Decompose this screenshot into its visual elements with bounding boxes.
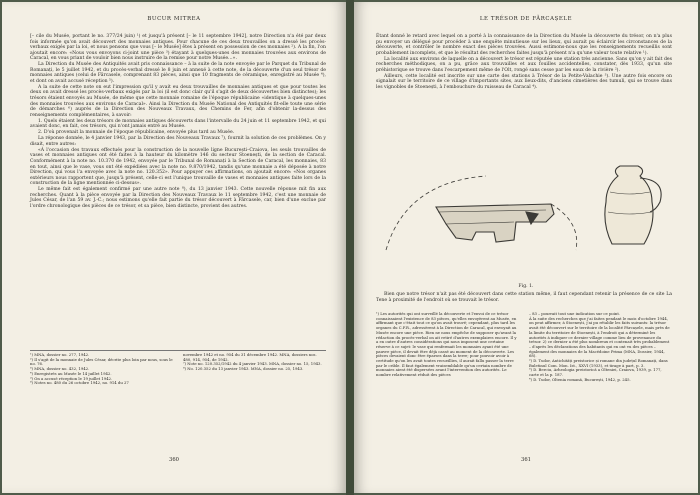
footnote: À la suite des recherches que j'ai faites pendant le mois d'octobre 1944, on peut affirmer, à Stoenești, j'ai pu rétablir les faits suivants: la trésor avait été découvert sur le territoire de la localité Fărcașele, mais près de la limite du territoire de Stoenești, à l'endroit qui a déterminé les autorités à indiquer ce dernier village comme lieu de provenance du trésor. 2) ce dernier a été plus nombreux et contenait très probablement – d'après les déclarations des habitants qui en ont vu des pièces – également des monnaies de la Macédoine Prima (MNA, Dossier, 1944, 68). xyxy=(529,315,670,359)
footnote: ³) MNA, dossier no. 432, 1942. xyxy=(30,366,90,372)
paragraph: Ailleurs, cette localité est inscrite sur une carte des stations à Trésor de la Petite-Valachie ³). Une autre fois encore on signalait sur le territoire de ce village d'importants sites, aux lieux-dits, d'anciens cimetières des tumuli, qui se trouve dans les vignobles de Stoenești, à l'embouchure du ruisseau de Caracal ⁴). xyxy=(376,73,672,90)
footnote: ⁶) Notes no. 480 du 26 octobre 1942, no. 914 du 27 xyxy=(30,380,129,386)
right-running-head: LE TRÉSOR DE FĂRCAȘELE xyxy=(479,16,573,22)
footnote-column-right xyxy=(183,353,326,386)
paragraph: «À l'occasion des travaux effectués pour la construction de la nouvelle ligne București–Craiova, les seuls trouvailles de vases et monnaies antiques ont été faites à la hauteur du kilomètre 146 du secteur Stoenești, de la section de Caracal. Conformément à la note no. 10.370 de 1942, envoyée par le Tribunal de Romanați à la Section de Caracal, les monnaies, 83 en tout, ainsi que le vase, vous ont été expédiées avec la note no. 9.870/1942, tandis qu'une monnaie a été déposée à notre Direction, qui vous l'a envoyée avec la note no. 120.352». Pour appuyer ces affirmations, on ajoutait encore: «Nos organes extérieurs nous rapportent que, jusqu'à présent, celle-ci est l'unique trouvaille de vases et monnaies antiques faite lors de la construction de la ligne mentionnée ci-dessus». xyxy=(30,147,326,187)
left-footnotes xyxy=(30,350,326,386)
paragraph: La localité aux environs de laquelle on a découvert le trésor est réputée une station très ancienne. Sans qu'on y ait fait des recherches méthodiques, on a pu, grâce aux trouvailles et aux fouilles accidentelles, constater, dès 1933, qu'un site préhistorique se trouve dans l'escarpement même de l'Olt, rongé sans cesse par les eaux de la rivière ²). xyxy=(376,56,672,73)
footnote: ⁴) Enregistrés au Musée le 14 juillet 1942. xyxy=(30,370,112,376)
book-gutter xyxy=(346,0,354,495)
footnote: ¹) Les autorités qui ont surveillé la découverte et l'envoi de ce trésor connaissaient l'existence de 83 pièces, qu'elles envoyèrent au Musée, en affirmant que c'était tout ce qu'on avait trouvé; cependant, plus tard les organes du C.F.R., adressèrent à la Direction de Caracal, qui envoyait au Musée encore une pièce. Rien ne nous empêche de supposer qu'avant la rédaction du procès-verbal on ait retiré d'autres exemplaires encore. Il y a en outre d'autres considérations qui nous imposent une certaine réserve à ce sujet: le vase qui renfermait les monnaies ayant été une pauvre pièce, il devait être déjà cassé au moment de la découverte. Les pièces devaient donc être éparses dans la terre; pour pouvoir avoir à certitude qu'on les avait toutes recueillies, il aurait fallu passer la terre par le crible. Il faut également vraisemblable qu'un certain nombre de monnaies aient été dispersées avant l'intervention des autorités. Le nombre relativement réduit des pièces xyxy=(376,311,517,378)
footnote: ¹) MNA, dossier no. 277, 1942. xyxy=(30,352,90,357)
footnote: ²) Il s'agit de la monnaie de Jules César, décrite plus loin par nous, sous le no. 76. xyxy=(30,356,173,367)
paragraph: [– cile du Musée, portant le no. 377/24 juin) ¹) et jusqu'à présent [– le 11 septembre 1942], notre Direction n'a été par deux fois informée qu'on avait découvert des monnaies antiques. Pour chacune de ces deux trouvailles on a dressé les procès-verbaux exigés par la loi, et nous pensons que vous [– le Musée] êtes à présent en possession de ces monnaies ²). A la fin, l'on ajoutait encore: «Nous vous envoyons ci-joint une pièce ³) étayant à quelques-unes des monnaies trouvées aux environs de Caracal, en vous priant de vouloir bien nous instruire de la remise pour notre Musée…». xyxy=(30,34,326,62)
paragraph: A la suite de cette note on eut l'impression qu'il y avait eu deux trouvailles de monnaies antiques et que pour toutes les deux on avait dressé les procès-verbaux exigés par la loi (il est donc clair qu'il s'agit de deux découvertes bien distinctes); les trésors étaient envoyés au Musée, de même que cette monnaie romaine de l'époque républicaine «identique à quelques-unes des monnaies trouvées aux environs de Caracal». Ainsi la Direction du Musée National des Antiquités fit-elle toute une série de démarches ⁶) auprès de la Direction des Nouveaux Travaux, des Chemins de Fer, afin d'obtenir la-dessus des renseignements complémentaires, à savoir: xyxy=(30,84,326,118)
figure-caption: Fig. 1. xyxy=(518,284,534,289)
footnote: ³) D. Berciu, Arheologia preistorică a Olteniei, Craiova, 1939, p. 177, carte et la p. 187. xyxy=(529,367,662,378)
right-page-number: 361 xyxy=(521,457,531,463)
footnote: ⁸) No. 120.352 du 13 janvier 1943. MNA, dossier no. 25, 1943. xyxy=(183,366,304,372)
paragraph: Bien que notre trésor n'ait pas été découvert dans cette station même, il faut cependant retenir la présence de ce site La Tene à proximité de l'endroit où se trouvait le trésor. xyxy=(376,292,672,303)
paragraph: La Direction du Musée des Antiquités avait pris connaissance – à la suite de la note envoyée par le Parquet du Tribunal de Romanați, le 5 juillet 1942, et du procès-verbal dressé le 8 juin et annexé à cette note, de la découverte d'un seul trésor de monnaies antiques (celui de Fărcasele, comprenant 83 pièces, ainsi que 10 fragments de céramique, enregistré au Musée ⁴), et dont on avait accusé réception ⁵). xyxy=(30,62,326,84)
vase-fragment-drawing xyxy=(386,176,577,250)
footnote-column-left xyxy=(376,312,519,383)
jug-drawing xyxy=(605,166,661,244)
right-page xyxy=(354,2,698,493)
left-page-number: 360 xyxy=(169,457,179,463)
right-body-text-after-figure xyxy=(376,292,672,304)
footnote: ⁵) On a accusé réception le 19 juillet 1942. xyxy=(30,375,113,381)
right-footnotes xyxy=(376,312,672,383)
footnote-column-right xyxy=(529,312,672,383)
footnote: ⁷) Note no. 120.352/1942 du 4 janvier 1943. MNA, dossier no. 15, 1943. xyxy=(183,361,322,367)
paragraph: 2. D'où provenait la monnaie de l'époque républicaine, envoyée plus tard au Musée. xyxy=(38,130,235,136)
paragraph: La réponse donnée, le 4 janvier 1943, par la Direction des Nouveaux Travaux ⁷), fournit la solution de ces problèmes. On y disait, entre autres: xyxy=(30,136,326,147)
left-body-text xyxy=(30,34,326,210)
paragraph: Le même fait est également confirmé par une autre note ⁸), du 13 janvier 1943. Cette nouvelle réponse mit fin aux recherches. Quant à la pièce envoyée par la Direction des Nouveaux Travaux le 11 septembre 1942, c'est une monnaie de Jules César, de l'an 59 av. J.-C.; nous estimons qu'elle fait partie du trésor découvert à Fărcasele, car, bien d'une exclue par l'ordre chronologique des pièces de ce trésor, et sa pièce, bien distincte, provient des autres. xyxy=(30,187,326,209)
footnote: novembre 1942 et no. 954 du 31 décembre 1942. MNA, dossiers nos. 480, 914, 954, de 1942. xyxy=(183,352,317,362)
footnote: ²) D. Tudor, Antichități preistorice și romane din județul Romanați, dans Buletinul Com. Mon. Ist., XXVI (1933), et tirage à part, p. 3. xyxy=(529,358,668,368)
left-running-head: BUCUR MITREA xyxy=(147,16,201,22)
left-page xyxy=(2,2,346,493)
paragraph: 1. Quels étaient les deux trésors de monnaies antiques découverts dans l'intervalle du 24 juin et 11 septembre 1942, et qui avaient donc, en fait, ces trésors, qui n'ont jamais entré au Musée. xyxy=(30,118,326,130)
footnote: – 83 – pourrait tout une indication sur ce point. xyxy=(529,311,621,316)
right-body-text xyxy=(376,34,672,91)
footnote: ⁴) D. Tudor, Oltenia romană, București, 1942, p. 245. xyxy=(529,376,631,382)
vase-drawing-figure xyxy=(376,162,676,257)
footnote-column-left xyxy=(30,353,173,386)
paragraph: Étant donné le retard avec lequel on a porté à la connaissance de la Direction du Musée la découverte du trésor, on n'a plus pu envoyer un délégué pour procéder à une enquête minutieuse sur les lieux, qui aurait pu éclaircir les circonstances de la découverte, et contrôler le nombre exact des pièces trouvées. Aussi estimons-nous que les renseignements recueillis sont probablement incomplets, et que le résultat des recherches faites jusqu'à présent n'a qu'une valeur toute relative ¹). xyxy=(376,34,672,56)
